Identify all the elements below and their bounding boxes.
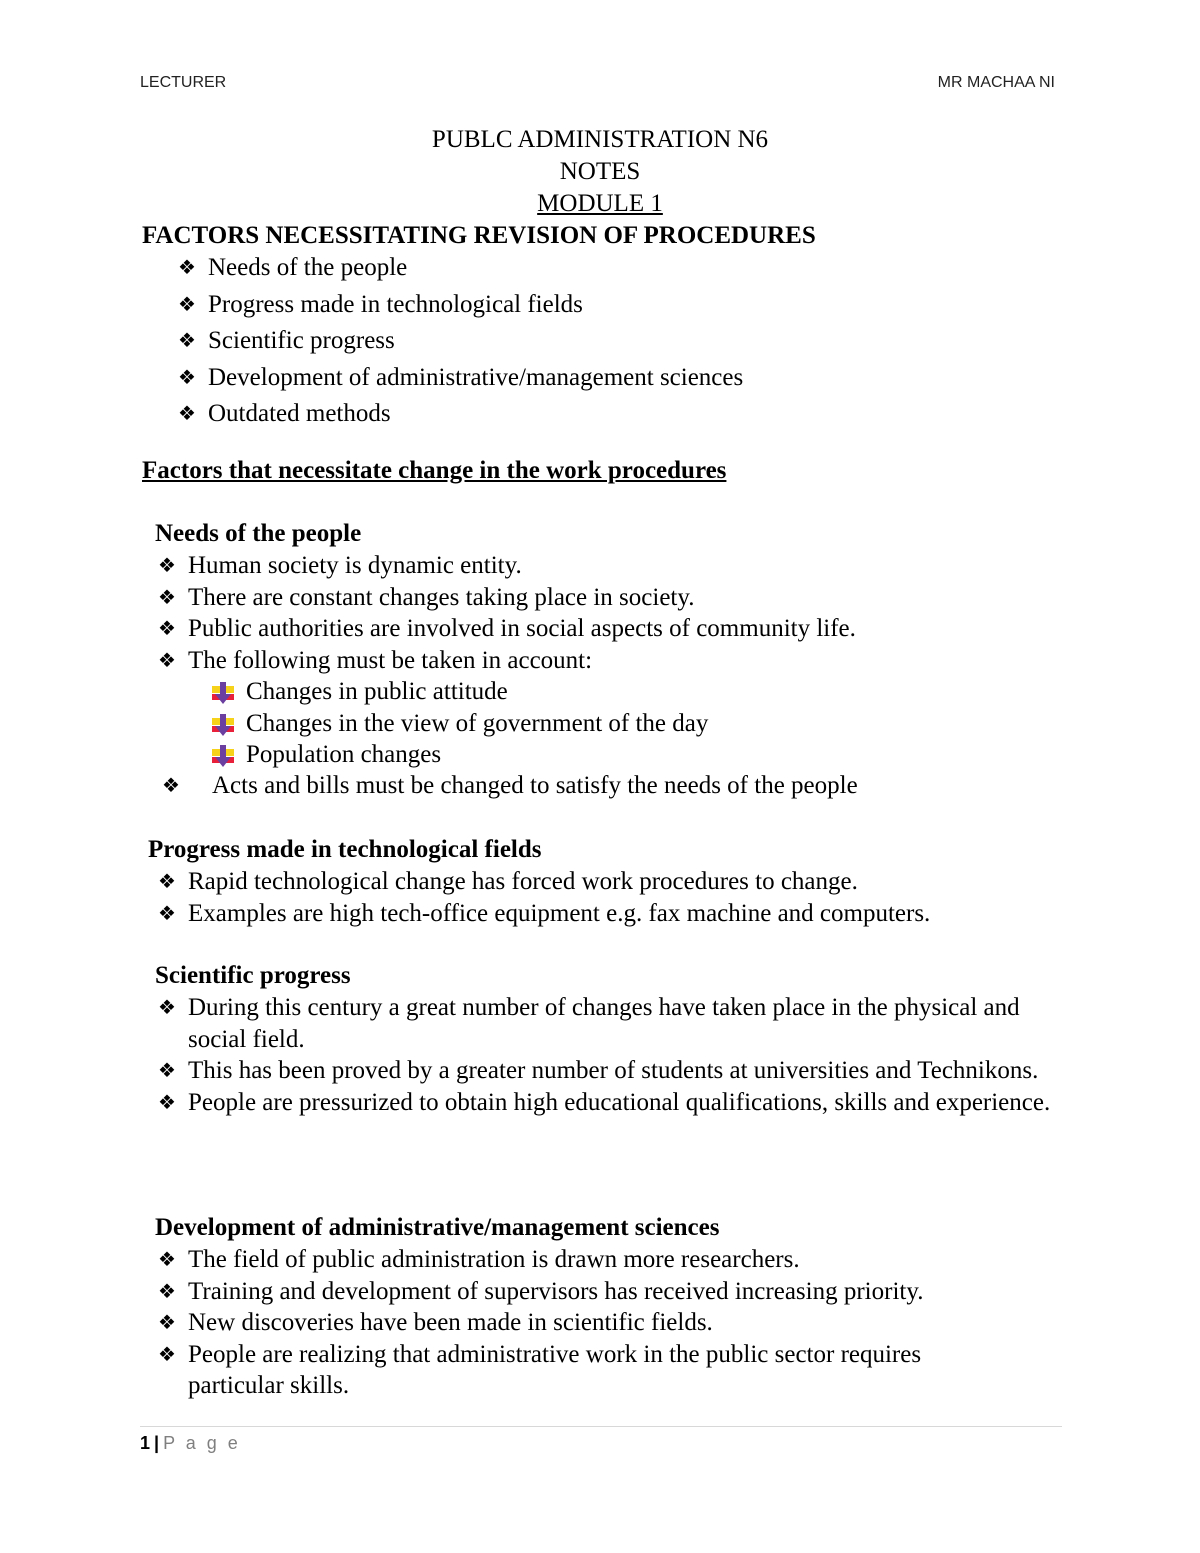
- diamond-bullet-icon: ❖: [178, 364, 196, 389]
- list-item: ❖ Rapid technological change has forced work procedures to change.: [158, 866, 930, 898]
- science-list: [158, 992, 1063, 1118]
- diamond-bullet-icon: ❖: [158, 647, 176, 672]
- science-heading: Scientific progress: [155, 962, 351, 989]
- page-footer: [140, 1433, 241, 1454]
- list-item: ❖ During this century a great number of changes have taken place in the physical and social field.: [158, 994, 1020, 1053]
- diamond-bullet-icon: ❖: [158, 869, 176, 893]
- needs-heading: Needs of the people: [155, 520, 362, 547]
- admin-heading: Development of administrative/management sciences: [155, 1214, 720, 1241]
- document-title: PUBLC ADMINISTRATION N6: [431, 126, 769, 153]
- list-item: ❖ People are realizing that administrative work in the public sector requires particular skills.: [158, 1340, 922, 1399]
- list-item: ❖ New discoveries have been made in scientific fields.: [158, 1307, 1008, 1339]
- list-item: ❖ Outdated methods: [178, 398, 743, 430]
- list-item: Changes in the view of government of the day: [212, 708, 708, 740]
- diamond-bullet-icon: ❖: [158, 900, 176, 925]
- list-item: ❖ The field of public administration is drawn more researchers.: [158, 1244, 1008, 1276]
- diamond-bullet-icon: ❖: [178, 255, 196, 279]
- factors-list: [178, 252, 743, 430]
- list-item: ❖ There are constant changes taking place in society.: [158, 582, 856, 614]
- needs-list: [158, 550, 856, 676]
- list-item: ❖ Public authorities are involved in social aspects of community life.: [158, 613, 856, 645]
- header-lecturer: LECTURER: [140, 74, 227, 91]
- list-item: ❖ Acts and bills must be changed to satisfy the needs of the people: [162, 770, 858, 802]
- arrow-down-bullet-icon: [212, 745, 234, 767]
- list-item: ❖ This has been proved by a greater number of students at universities and Technikons.: [158, 1055, 1063, 1087]
- header-lecturer-name: MR MACHAA NI: [937, 74, 1055, 91]
- diamond-bullet-icon: ❖: [178, 401, 196, 425]
- diamond-bullet-icon: ❖: [158, 553, 176, 577]
- diamond-bullet-icon: ❖: [178, 291, 196, 316]
- list-item: ❖ Examples are high tech-office equipment e.g. fax machine and computers.: [158, 898, 930, 930]
- needs-final-list: [162, 770, 858, 802]
- footer-divider: [140, 1426, 1062, 1427]
- list-item: ❖ Human society is dynamic entity.: [158, 550, 856, 582]
- module-title: MODULE 1: [537, 190, 663, 217]
- list-item: ❖ People are pressurized to obtain high educational qualifications, skills and experience.: [158, 1087, 1063, 1119]
- diamond-bullet-icon: ❖: [158, 1310, 176, 1334]
- list-item: Population changes: [212, 739, 708, 771]
- diamond-bullet-icon: ❖: [158, 995, 176, 1019]
- list-item: ❖ Scientific progress: [178, 325, 743, 357]
- diamond-bullet-icon: ❖: [158, 584, 176, 609]
- list-item: ❖ Training and development of supervisors has received increasing priority.: [158, 1276, 1008, 1308]
- admin-list: [158, 1244, 1008, 1402]
- list-item: ❖ The following must be taken in account:: [158, 645, 856, 677]
- diamond-bullet-icon: ❖: [162, 773, 180, 797]
- document-subtitle: NOTES: [559, 158, 641, 185]
- main-heading: FACTORS NECESSITATING REVISION OF PROCEDURES: [142, 222, 816, 249]
- diamond-bullet-icon: ❖: [158, 616, 176, 640]
- page-number: 1: [140, 1433, 151, 1453]
- list-item: ❖ Development of administrative/management sciences: [178, 362, 743, 394]
- page-label: P a g e: [163, 1433, 241, 1453]
- needs-sublist: [212, 676, 708, 771]
- tech-heading: Progress made in technological fields: [148, 836, 542, 863]
- diamond-bullet-icon: ❖: [158, 1058, 176, 1082]
- arrow-down-bullet-icon: [212, 714, 234, 736]
- list-item: ❖ Progress made in technological fields: [178, 289, 743, 321]
- list-item: ❖ Needs of the people: [178, 252, 743, 284]
- diamond-bullet-icon: ❖: [158, 1089, 176, 1114]
- list-item: Changes in public attitude: [212, 676, 708, 708]
- arrow-down-bullet-icon: [212, 682, 234, 704]
- diamond-bullet-icon: ❖: [158, 1341, 176, 1366]
- diamond-bullet-icon: ❖: [158, 1278, 176, 1303]
- footer-separator: |: [154, 1433, 160, 1453]
- section-heading: Factors that necessitate change in the work procedures: [142, 457, 727, 484]
- diamond-bullet-icon: ❖: [158, 1247, 176, 1271]
- tech-list: [158, 866, 930, 929]
- diamond-bullet-icon: ❖: [178, 328, 196, 352]
